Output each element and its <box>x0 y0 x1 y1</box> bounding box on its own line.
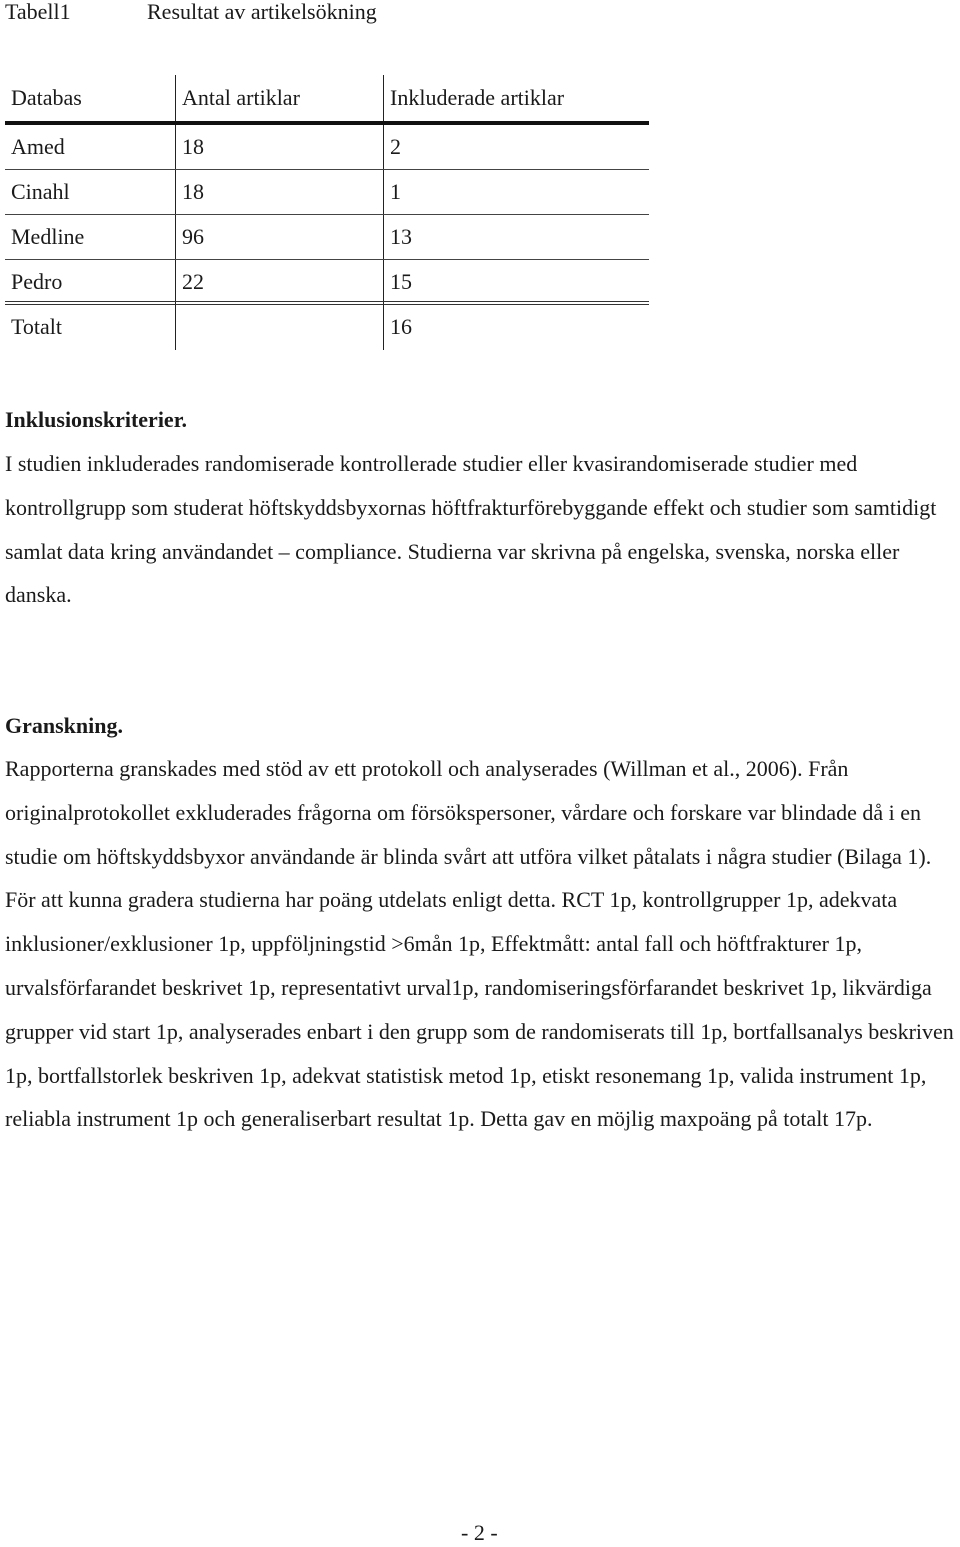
results-table <box>5 75 649 350</box>
cell-total-articles <box>175 305 383 350</box>
cell-articles: 96 <box>175 215 383 260</box>
table-header-row <box>5 75 649 125</box>
table-label: Tabell1 <box>5 0 71 24</box>
header-antal-artiklar: Antal artiklar <box>175 75 383 125</box>
cell-database: Medline <box>11 224 85 249</box>
cell-included: 13 <box>383 215 649 260</box>
table-title: Resultat av artikelsökning <box>147 0 377 24</box>
review-heading: Granskning. <box>5 713 123 738</box>
cell-database: Amed <box>11 134 65 159</box>
cell-database: Cinahl <box>11 179 70 204</box>
table-row <box>5 215 649 260</box>
table-row <box>5 260 649 305</box>
header-databas: Databas <box>11 85 82 110</box>
header-inkluderade-artiklar: Inkluderade artiklar <box>383 75 649 125</box>
cell-articles: 18 <box>175 170 383 215</box>
table-caption <box>5 0 377 26</box>
table-row <box>5 125 649 170</box>
cell-database: Pedro <box>11 269 63 294</box>
cell-included: 15 <box>383 260 649 305</box>
cell-total-included: 16 <box>383 305 649 350</box>
cell-articles: 18 <box>175 125 383 170</box>
cell-included: 1 <box>383 170 649 215</box>
page-number: - 2 - <box>461 1520 498 1545</box>
inclusion-paragraph: I studien inkluderades randomiserade kontrollerade studier eller kvasirandomiserade studier med kontrollgrupp som studerat höftskyddsbyxornas höftfrakturförebyggande effekt och studier som samtidigt samlat data kring användandet – compliance. Studierna var skrivna på engelska, svenska, norska eller danska. <box>5 451 937 608</box>
cell-total-label: Totalt <box>11 314 63 339</box>
cell-articles: 22 <box>175 260 383 305</box>
table-total-row <box>5 305 649 350</box>
review-paragraph: Rapporterna granskades med stöd av ett protokoll och analyserades (Willman et al., 2006). Från originalprotokollet exkluderades frågorna om försökspersoner, vårdare och forskare var blindade då i en studie om höftskyddsbyxor användande är blinda svårt att utföra vilket påtalats i några studier (Bilaga 1). För att kunna gradera studierna har poäng utdelats enligt detta. RCT 1p, kontrollgrupper 1p, adekvata inklusioner/exklusioner 1p, uppföljningstid >6mån 1p, Effektmått: antal fall och höftfrakturer 1p, urvalsförfarandet beskrivet 1p, representativt urval1p, randomiseringsförfarandet beskrivet 1p, likvärdiga grupper vid start 1p, analyserades enbart i den grupp som de randomiserats till 1p, bortfallsanalys beskriven 1p, bortfallstorlek beskriven 1p, adekvat statistisk metod 1p, etiskt resonemang 1p, valida instrument 1p, reliabla instrument 1p och generaliserbart resultat 1p. Detta gav en möjlig maxpoäng på totalt 17p. <box>5 756 954 1132</box>
cell-included: 2 <box>383 125 649 170</box>
table-row <box>5 170 649 215</box>
inclusion-heading: Inklusionskriterier. <box>5 407 187 432</box>
